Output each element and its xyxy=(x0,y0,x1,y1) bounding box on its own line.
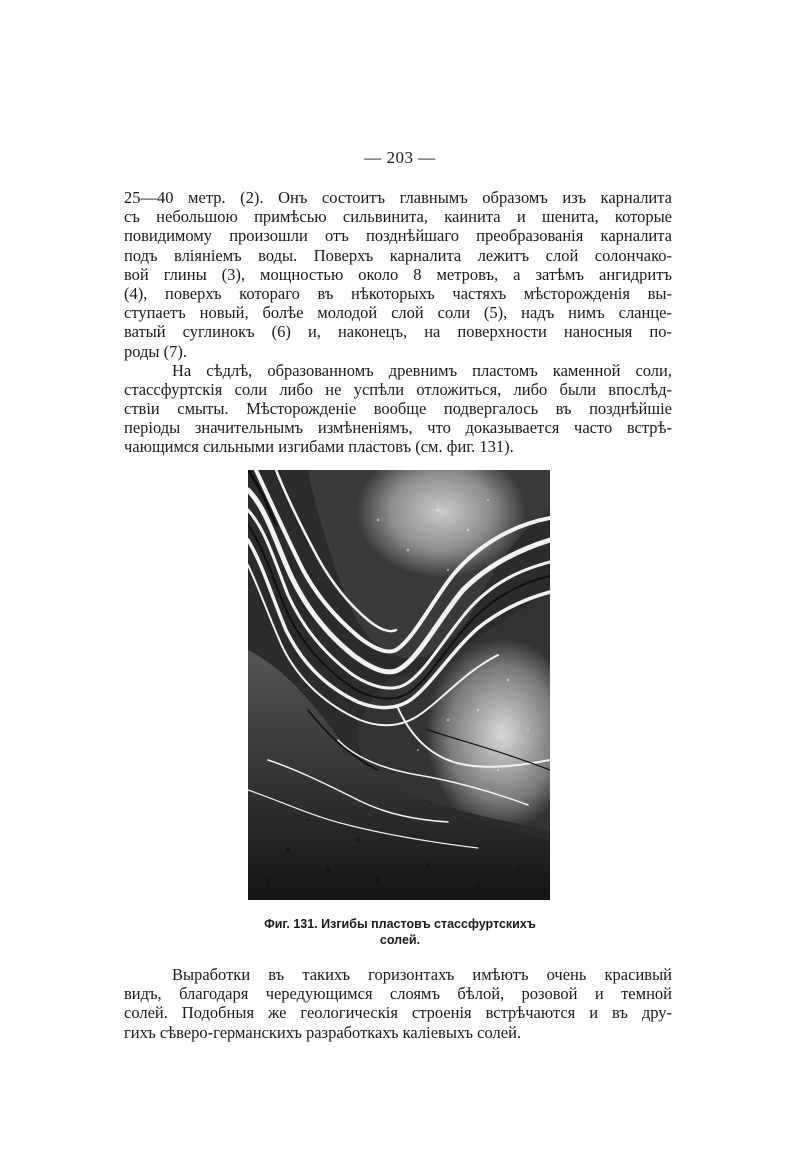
text-line: На сѣдлѣ, образованномъ древнимъ пластомъ каменной соли, xyxy=(172,360,672,380)
body-text-lower xyxy=(124,965,672,1042)
text-line: ствіи смыты. Мѣсторожденіе вообще подвергалось въ позднѣйшіе xyxy=(124,399,672,419)
text-line: періоды значительнымъ измѣненіямъ, что доказывается часто встрѣ- xyxy=(124,418,672,438)
text-line: подъ вліяніемъ воды. Поверхъ карналита лежитъ слой солончако- xyxy=(124,245,672,265)
text-line: солей. Подобныя же геологическія строенія встрѣчаются и въ дру- xyxy=(124,1003,672,1023)
text-line: (4), поверхъ котораго въ нѣкоторыхъ частяхъ мѣсторожденія вы- xyxy=(124,283,672,303)
text-line: Выработки въ такихъ горизонтахъ имѣютъ очень красивый xyxy=(172,965,672,984)
text-line: гихъ сѣверо-германскихъ разработкахъ каліевыхъ солей. xyxy=(124,1022,522,1042)
page-number: — 203 — xyxy=(364,148,436,167)
text-line: видъ, благодаря чередующимся слоямъ бѣлой, розовой и темной xyxy=(124,984,672,1004)
figure-caption xyxy=(200,916,600,948)
text-line: 25—40 метр. (2). Онъ состоитъ главнымъ образомъ изъ карналита xyxy=(124,188,672,207)
text-line: роды (7). xyxy=(124,341,187,361)
caption-line: Фиг. 131. Изгибы пластовъ стассфуртскихъ xyxy=(264,917,536,931)
text-line: стассфуртскія соли либо не успѣли отложиться, либо были впослѣд- xyxy=(124,379,672,399)
text-line: повидимому произошли отъ позднѣйшаго преобразованія карналита xyxy=(124,226,672,246)
body-text-upper xyxy=(124,188,672,457)
text-line: чающимся сильными изгибами пластовъ (см. фиг. 131). xyxy=(124,437,514,457)
text-line: вой глины (3), мощностью около 8 метровъ, а затѣмъ ангидритъ xyxy=(124,264,672,284)
text-line: ватый суглинокъ (6) и, наконецъ, на поверхности наносныя по- xyxy=(124,322,672,342)
text-line: ступаетъ новый, болѣе молодой слой соли (5), надъ нимъ сланце- xyxy=(124,303,672,323)
text-line: съ небольшою примѣсью сильвинита, каинита и шенита, которые xyxy=(124,207,672,227)
salt-strata-illustration xyxy=(248,470,550,900)
figure-salt-strata-photo xyxy=(248,470,550,900)
caption-line: солей. xyxy=(379,933,421,947)
